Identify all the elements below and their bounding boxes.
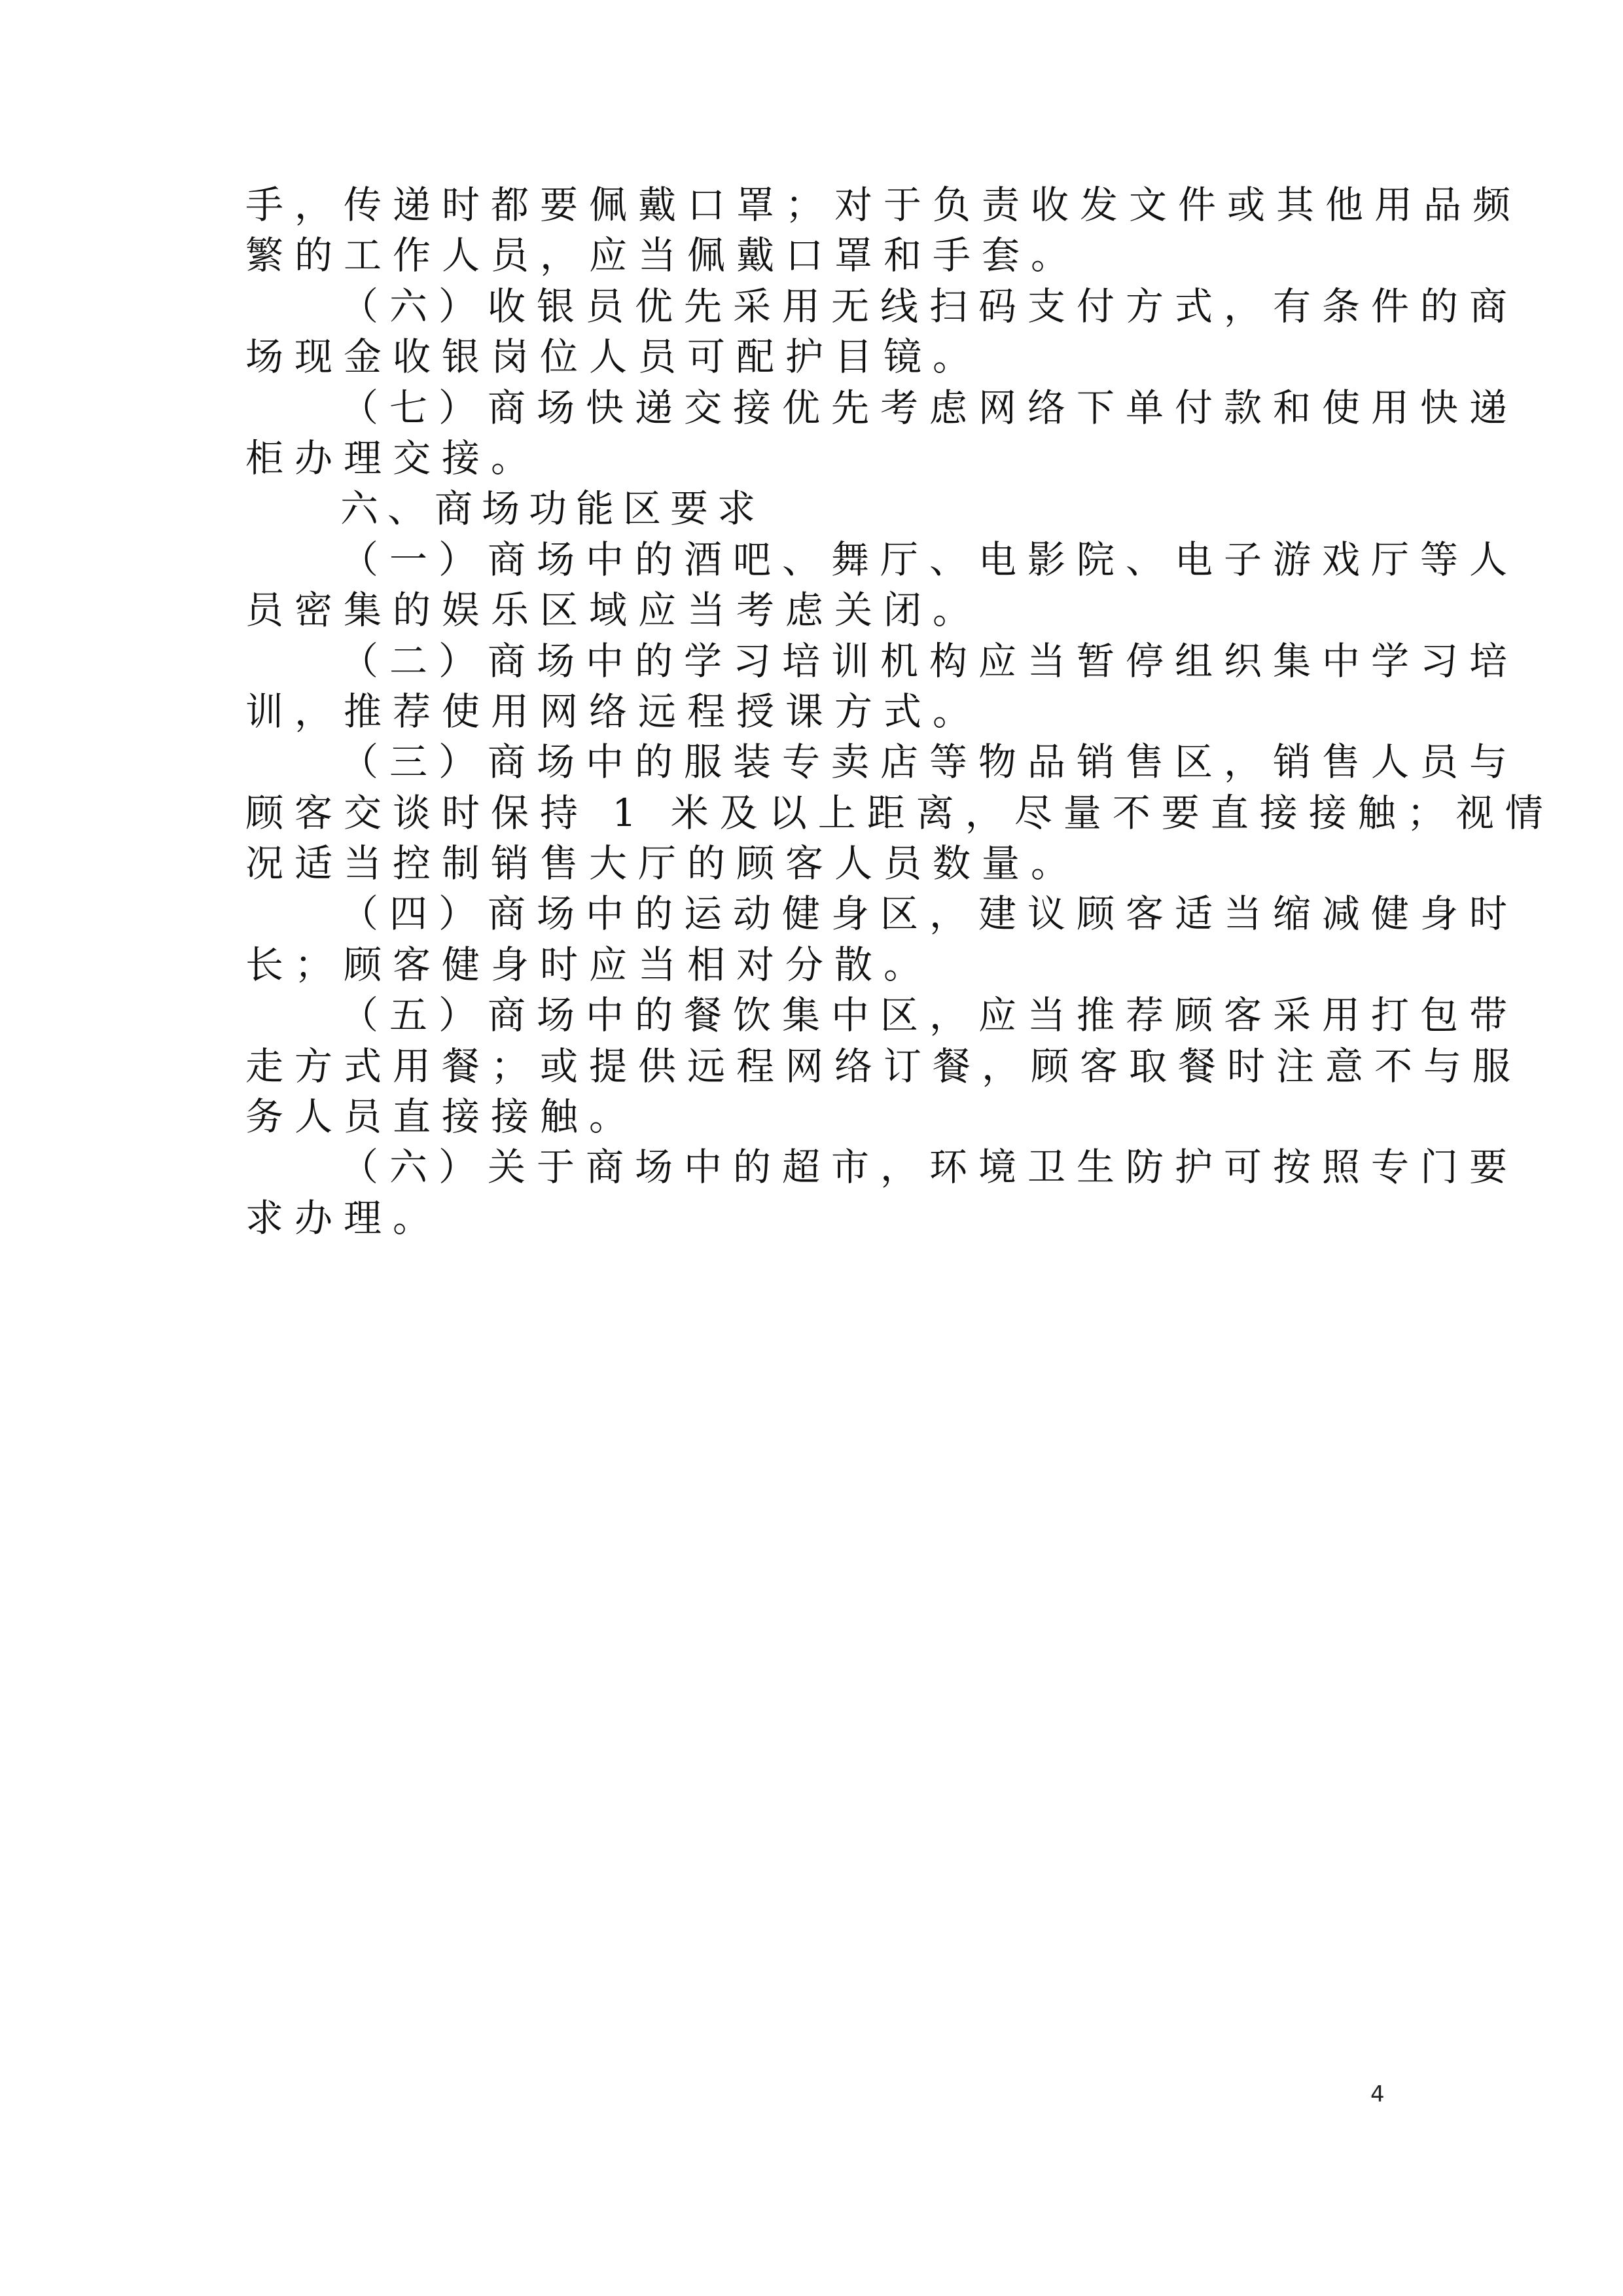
paragraph-line: 务人员直接接触。: [245, 1094, 639, 1139]
paragraph-line: 况适当控制销售大厅的顾客人员数量。: [245, 841, 1080, 886]
paragraph-line: 长；顾客健身时应当相对分散。: [245, 942, 933, 987]
paragraph-line: （六）收银员优先采用无线扫码支付方式，有条件的商: [340, 283, 1519, 329]
paragraph-line: （四）商场中的运动健身区，建议顾客适当缩减健身时: [340, 891, 1519, 937]
paragraph-line: （五）商场中的餐饮集中区，应当推荐顾客采用打包带: [340, 993, 1519, 1038]
paragraph-line: 繁的工作人员，应当佩戴口罩和手套。: [245, 233, 1080, 278]
paragraph-line: （七）商场快递交接优先考虑网络下单付款和使用快递: [340, 385, 1519, 430]
body-text: [245, 180, 1554, 1244]
paragraph-line: 柜办理交接。: [245, 435, 541, 480]
paragraph-line: （三）商场中的服装专卖店等物品销售区，销售人员与: [340, 740, 1519, 785]
paragraph-line: 顾客交谈时保持 1 米及以上距离，尽量不要直接接触；视情: [245, 790, 1554, 835]
paragraph-line: 训，推荐使用网络远程授课方式。: [245, 689, 982, 734]
page-number: 4: [1370, 2081, 1385, 2108]
paragraph-line: 手，传递时都要佩戴口罩；对于负责收发文件或其他用品频: [245, 183, 1522, 227]
paragraph-line: 走方式用餐；或提供远程网络订餐，顾客取餐时注意不与服: [245, 1043, 1522, 1088]
paragraph-line: （六）关于商场中的超市，环境卫生防护可按照专门要: [340, 1145, 1519, 1190]
paragraph-line: （二）商场中的学习培训机构应当暂停组织集中学习培: [340, 638, 1519, 683]
paragraph-line: 求办理。: [245, 1195, 442, 1240]
paragraph-line: 场现金收银岗位人员可配护目镜。: [245, 334, 982, 380]
section-heading: 六、商场功能区要求: [340, 486, 765, 531]
paragraph-line: （一）商场中的酒吧、舞厅、电影院、电子游戏厅等人: [340, 537, 1519, 582]
paragraph-line: 员密集的娱乐区域应当考虑关闭。: [245, 588, 982, 633]
